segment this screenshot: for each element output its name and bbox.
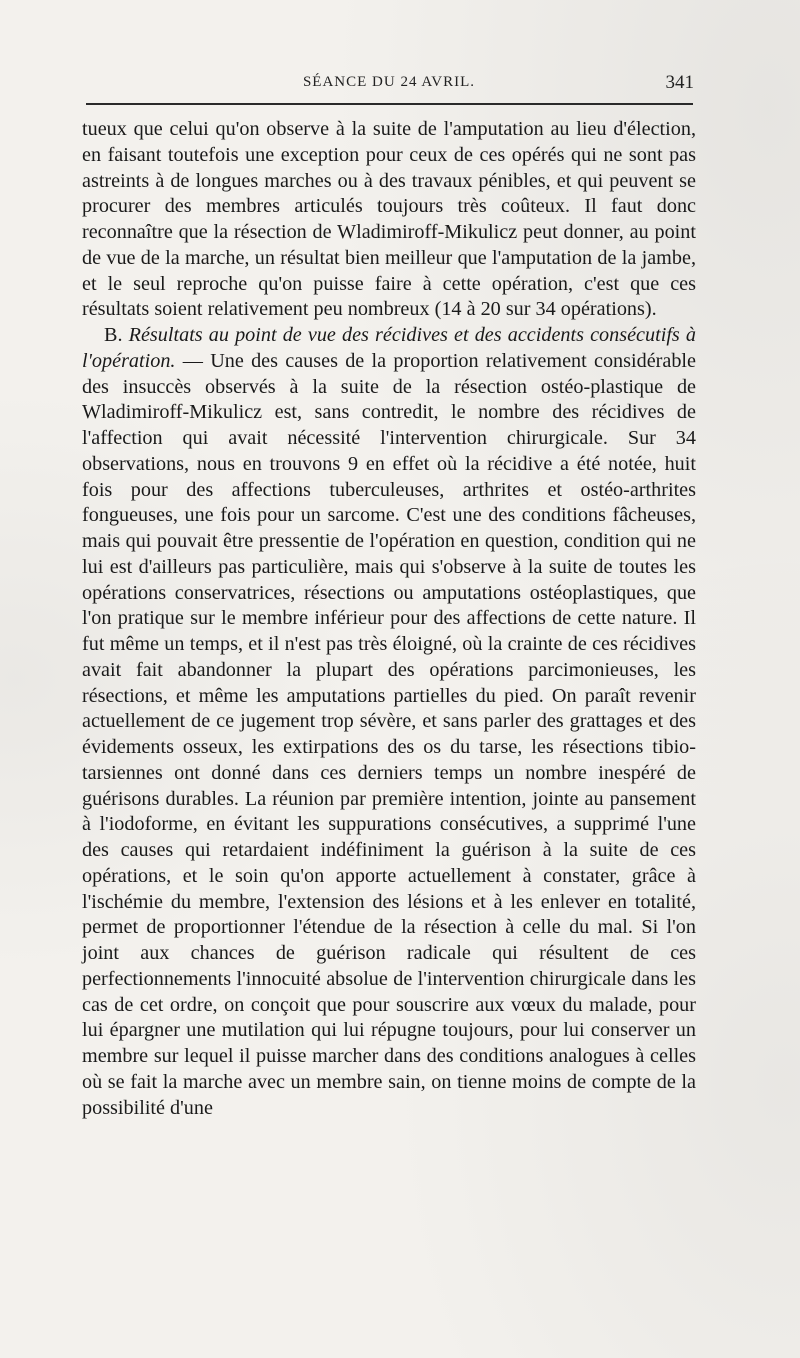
paragraph-continued: tueux que celui qu'on observe à la suite de l'amputation au lieu d'élection, en faisant toutefois une exception pour ceux de ces opérés qui ne sont pas astreints à de longues marches ou à des travaux pénibles, et qui peuvent se procurer des membres articulés toujours très coûteux. Il faut donc reconnaître que la résection de Wladimiroff-Mikulicz peut donner, au point de vue de la marche, un résultat bien meilleur que l'amputation de la jambe, et le seul reproche qu'on puisse faire à cette opération, c'est que ces résultats soient relativement peu nombreux (14 à 20 sur 34 opérations).	[82, 118, 696, 321]
page-number: 341	[665, 72, 694, 93]
section-heading: Résultats au point de vue des récidives et des accidents consécutifs à l'opération.	[82, 324, 696, 372]
paragraph-section-b	[82, 323, 696, 1121]
section-text: — Une des causes de la proportion relativement considérable des insuccès observés à la suite de la résection ostéo-plastique de Wladimiroff-Mikulicz est, sans contredit, le nombre des récidives de l'affection qui avait nécessité l'intervention chirurgicale. Sur 34 observations, nous en trouvons 9 en effet où la récidive a été notée, huit fois pour des affections tuberculeuses, arthrites et ostéo-arthrites fongueuses, une fois pour un sarcome. C'est une des conditions fâcheuses, mais qui pouvait être pressentie de l'opération en question, condition qui ne lui est d'ailleurs pas particulière, mais qui s'observe à la suite de toutes les opérations conservatrices, résections ou amputations ostéoplastiques, que l'on pratique sur le membre inférieur pour des affections de cette nature. Il fut même un temps, et il n'est pas très éloigné, où la crainte de ces récidives avait fait abandonner la plupart des opérations parcimonieuses, les résections, et même les amputations partielles du pied. On paraît revenir actuellement de ce jugement trop sévère, et sans parler des grattages et des évidements osseux, les extirpations des os du tarse, les résections tibio-tarsiennes ont donné dans ces derniers temps un nombre inespéré de guérisons durables. La réunion par première intention, jointe au pansement à l'iodoforme, en évitant les suppurations consécutives, a supprimé l'une des causes qui retardaient indéfiniment la guérison à la suite de ces opérations, et le soin qu'on apporte actuellement à constater, grâce à l'ischémie du membre, l'extension des lésions et à les enlever en totalité, permet de proportionner l'étendue de la résection à celle du mal. Si l'on joint aux chances de guérison radicale qui résultent de ces perfectionnements l'innocuité absolue de l'intervention chirurgicale dans les cas de cet ordre, on conçoit que pour souscrire aux vœux du malade, pour lui épargner une mutilation qui lui répugne toujours, pour lui conserver un membre sur lequel il puisse marcher dans des conditions analogues à celles où se fait la marche avec un membre sain, on tienne moins de compte de la possibilité d'une	[82, 349, 696, 1119]
header-rule	[86, 103, 693, 105]
page-header	[82, 72, 696, 98]
running-head: SÉANCE DU 24 AVRIL.	[302, 74, 476, 90]
section-label: B.	[104, 324, 123, 346]
body-text	[82, 117, 696, 1121]
